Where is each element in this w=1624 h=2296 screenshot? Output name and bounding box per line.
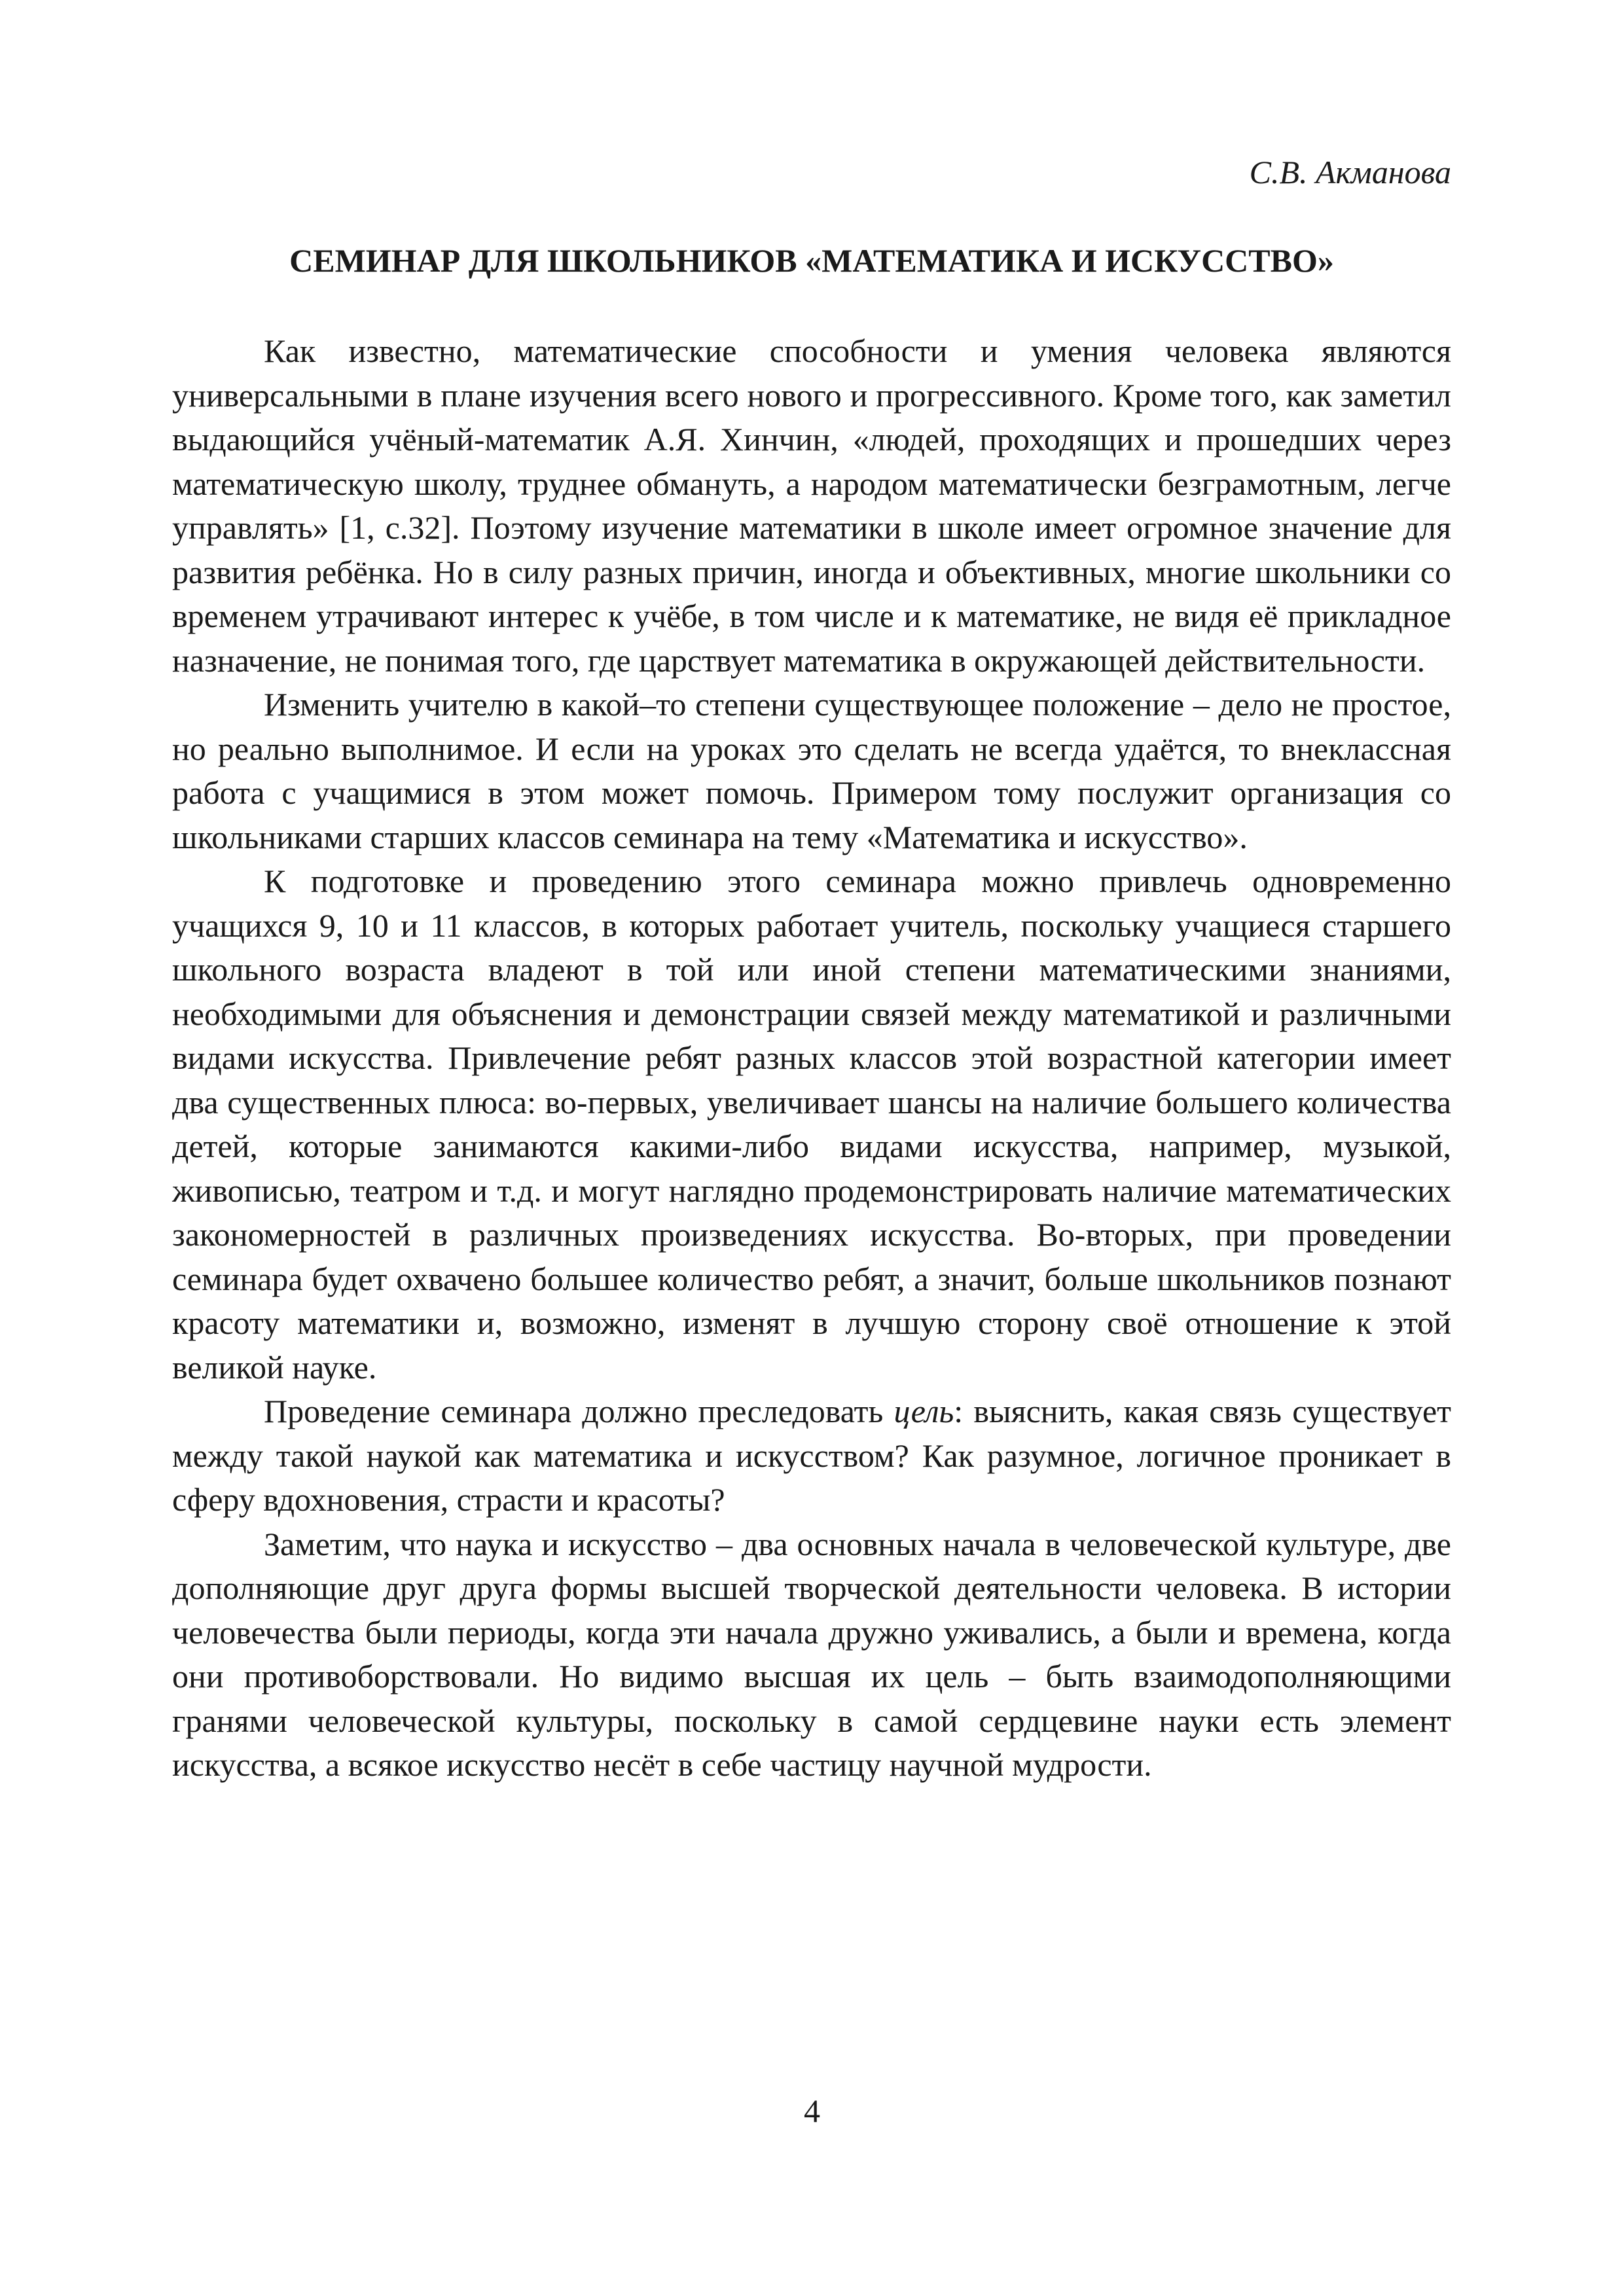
article-title: СЕМИНАР ДЛЯ ШКОЛЬНИКОВ «МАТЕМАТИКА И ИСКУССТВО»: [289, 242, 1334, 279]
page-number: 4: [804, 2092, 820, 2129]
paragraph-4: [172, 1390, 1451, 1522]
paragraph-5: Заметим, что наука и искусство – два основных начала в человеческой культуре, две дополняющие друг друга формы высшей творческой деятельности человека. В истории человечества были периоды, когда эти начала дружно уживались, а были и времена, когда они противоборствовали. Но видимо высшая их цель – быть взаимодополняющими гранями человеческой культуры, поскольку в самой сердцевине науки есть элемент искусства, а всякое искусство несёт в себе частицу научной мудрости.: [172, 1525, 1451, 1783]
author-name: С.В. Акманова: [1249, 154, 1451, 190]
paragraph-4-after: : выяснить, какая связь существует между такой наукой как математика и искусством? Как разумное, логичное проникает в сферу вдохновения, страсти и красоты?: [172, 1393, 1451, 1518]
paragraph-2: Изменить учителю в какой–то степени существующее положение – дело не простое, но реально выполнимое. И если на уроках это сделать не всегда удаётся, то внеклассная работа с учащимися в этом может помочь. Примером тому послужит организация со школьниками старших классов семинара на тему «Математика и искусство».: [172, 686, 1451, 855]
paragraph-4-before: Проведение семинара должно преследовать: [264, 1393, 894, 1429]
paragraph-3: К подготовке и проведению этого семинара можно привлечь одновременно учащихся 9, 10 и 11 классов, в которых работает учитель, поскольку учащиеся старшего школьного возраста владеют в той или иной степени математическими знаниями, необходимыми для объяснения и демонстрации связей между математикой и различными видами искусства. Привлечение ребят разных классов этой возрастной категории имеет два существенных плюса: во-первых, увеличивает шансы на наличие большего количества детей, которые занимаются какими-либо видами искусства, например, музыкой, живописью, театром и т.д. и могут наглядно продемонстрировать наличие математических закономерностей в различных произведениях искусства. Во-вторых, при проведении семинара будет охвачено большее количество ребят, а значит, больше школьников познают красоту математики и, возможно, изменят в лучшую сторону своё отношение к этой великой науке.: [172, 863, 1451, 1386]
goal-emphasis: цель: [893, 1393, 954, 1429]
paragraph-1: Как известно, математические способности и умения человека являются универсальными в плане изучения всего нового и прогрессивного. Кроме того, как заметил выдающийся учёный-математик А.Я. Хинчин, «людей, проходящих и прошедших через математическую школу, труднее обмануть, а народом математически безграмотным, легче управлять» [1, с.32]. Поэтому изучение математики в школе имеет огромное значение для развития ребёнка. Но в силу разных причин, иногда и объективных, многие школьники со временем утрачивают интерес к учёбе, в том числе и к математике, не видя её прикладное назначение, не понимая того, где царствует математика в окружающей действительности.: [172, 332, 1451, 679]
article-body: [172, 329, 1451, 1787]
